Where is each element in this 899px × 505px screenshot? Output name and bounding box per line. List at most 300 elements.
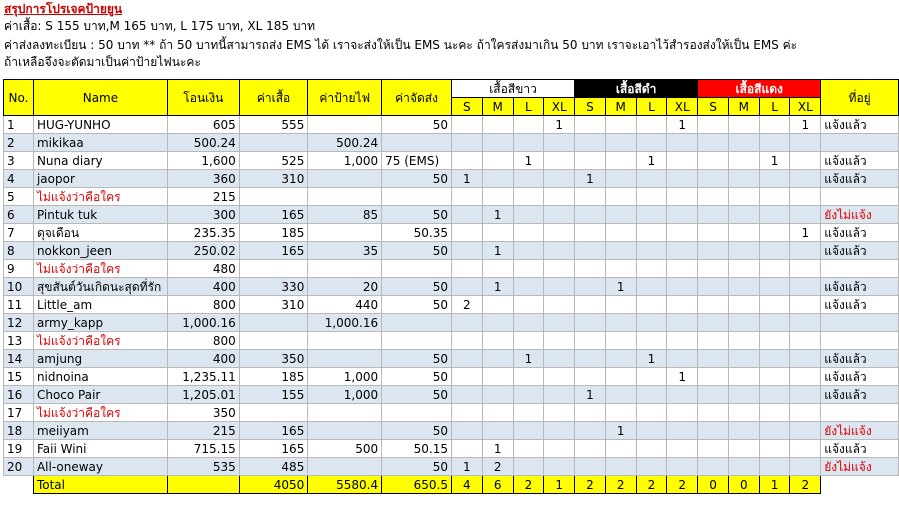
black-size-cell[interactable] xyxy=(575,368,606,386)
name-cell[interactable]: nidnoina xyxy=(33,368,167,386)
white-size-cell[interactable] xyxy=(513,134,544,152)
red-size-cell[interactable] xyxy=(790,404,821,422)
red-size-cell[interactable] xyxy=(698,422,729,440)
shipping-cell[interactable] xyxy=(382,260,452,278)
address-status-cell[interactable]: แจ้งแล้ว xyxy=(821,386,899,404)
red-size-cell[interactable] xyxy=(790,458,821,476)
address-status-cell[interactable]: ยังไม่แจ้ง xyxy=(821,206,899,224)
red-size-cell[interactable] xyxy=(790,350,821,368)
transfer-cell[interactable]: 400 xyxy=(167,350,239,368)
red-size-cell[interactable] xyxy=(759,170,790,188)
shirt-cost-cell[interactable]: 185 xyxy=(239,368,308,386)
white-size-cell[interactable] xyxy=(513,332,544,350)
white-size-cell[interactable] xyxy=(482,170,513,188)
shirt-cost-cell[interactable]: 165 xyxy=(239,422,308,440)
black-size-cell[interactable] xyxy=(605,152,636,170)
red-size-cell[interactable] xyxy=(790,134,821,152)
red-size-cell[interactable] xyxy=(698,152,729,170)
transfer-cell[interactable]: 480 xyxy=(167,260,239,278)
transfer-cell[interactable]: 350 xyxy=(167,404,239,422)
white-size-cell[interactable]: 1 xyxy=(451,170,482,188)
black-size-cell[interactable] xyxy=(575,422,606,440)
white-size-cell[interactable] xyxy=(513,170,544,188)
total-banner-cell[interactable]: 5580.4 xyxy=(308,476,382,494)
white-size-cell[interactable] xyxy=(482,314,513,332)
row-number-cell[interactable]: 2 xyxy=(4,134,34,152)
white-size-cell[interactable] xyxy=(544,350,575,368)
black-size-cell[interactable] xyxy=(667,134,698,152)
red-size-cell[interactable] xyxy=(759,260,790,278)
black-size-cell[interactable]: 1 xyxy=(636,350,667,368)
black-size-cell[interactable]: 1 xyxy=(667,116,698,134)
banner-cost-cell[interactable] xyxy=(308,422,382,440)
red-size-cell[interactable] xyxy=(759,458,790,476)
white-size-cell[interactable] xyxy=(451,386,482,404)
black-size-cell[interactable] xyxy=(667,422,698,440)
shipping-cell[interactable]: 50.35 xyxy=(382,224,452,242)
shirt-cost-cell[interactable] xyxy=(239,260,308,278)
white-size-cell[interactable] xyxy=(513,422,544,440)
white-size-cell[interactable] xyxy=(482,422,513,440)
black-size-cell[interactable] xyxy=(636,404,667,422)
shipping-cell[interactable]: 50 xyxy=(382,458,452,476)
total-black-size-cell[interactable]: 2 xyxy=(636,476,667,494)
white-size-cell[interactable] xyxy=(451,368,482,386)
banner-cost-cell[interactable] xyxy=(308,188,382,206)
red-size-cell[interactable] xyxy=(759,188,790,206)
name-cell[interactable]: ดุจเดือน xyxy=(33,224,167,242)
transfer-cell[interactable]: 1,000.16 xyxy=(167,314,239,332)
black-size-cell[interactable] xyxy=(636,332,667,350)
black-size-cell[interactable] xyxy=(575,152,606,170)
transfer-cell[interactable]: 300 xyxy=(167,206,239,224)
white-size-cell[interactable] xyxy=(513,404,544,422)
red-size-cell[interactable] xyxy=(759,242,790,260)
black-size-cell[interactable] xyxy=(636,296,667,314)
white-size-cell[interactable] xyxy=(482,224,513,242)
red-size-cell[interactable] xyxy=(698,242,729,260)
red-size-cell[interactable] xyxy=(728,368,759,386)
black-size-cell[interactable] xyxy=(605,260,636,278)
red-size-cell[interactable] xyxy=(759,314,790,332)
red-size-cell[interactable] xyxy=(790,242,821,260)
banner-cost-cell[interactable] xyxy=(308,224,382,242)
red-size-cell[interactable] xyxy=(759,368,790,386)
red-size-cell[interactable] xyxy=(790,296,821,314)
black-size-cell[interactable] xyxy=(575,188,606,206)
red-size-cell[interactable] xyxy=(790,440,821,458)
address-status-cell[interactable]: แจ้งแล้ว xyxy=(821,224,899,242)
name-cell[interactable]: ไม่แจ้งว่าคือใคร xyxy=(33,188,167,206)
red-size-cell[interactable] xyxy=(759,350,790,368)
total-white-size-cell[interactable]: 6 xyxy=(482,476,513,494)
black-size-cell[interactable] xyxy=(605,404,636,422)
shipping-cell[interactable] xyxy=(382,134,452,152)
total-black-size-cell[interactable]: 2 xyxy=(605,476,636,494)
white-size-cell[interactable] xyxy=(482,332,513,350)
black-size-cell[interactable] xyxy=(605,458,636,476)
white-size-cell[interactable] xyxy=(482,134,513,152)
red-size-cell[interactable] xyxy=(728,278,759,296)
white-size-cell[interactable] xyxy=(451,350,482,368)
black-size-cell[interactable] xyxy=(575,116,606,134)
white-size-cell[interactable] xyxy=(451,422,482,440)
black-size-cell[interactable] xyxy=(605,134,636,152)
shirt-cost-cell[interactable]: 165 xyxy=(239,242,308,260)
red-size-cell[interactable]: 1 xyxy=(790,224,821,242)
banner-cost-cell[interactable]: 440 xyxy=(308,296,382,314)
shirt-cost-cell[interactable]: 165 xyxy=(239,206,308,224)
white-size-cell[interactable]: 2 xyxy=(451,296,482,314)
address-status-cell[interactable] xyxy=(821,332,899,350)
white-size-cell[interactable] xyxy=(544,170,575,188)
white-size-cell[interactable] xyxy=(482,188,513,206)
banner-cost-cell[interactable] xyxy=(308,458,382,476)
address-status-cell[interactable]: แจ้งแล้ว xyxy=(821,440,899,458)
banner-cost-cell[interactable]: 1,000 xyxy=(308,368,382,386)
row-number-cell[interactable]: 14 xyxy=(4,350,34,368)
banner-cost-cell[interactable]: 1,000 xyxy=(308,386,382,404)
transfer-cell[interactable]: 1,600 xyxy=(167,152,239,170)
row-number-cell[interactable]: 11 xyxy=(4,296,34,314)
red-size-cell[interactable] xyxy=(698,332,729,350)
row-number-cell[interactable]: 20 xyxy=(4,458,34,476)
white-size-cell[interactable] xyxy=(513,314,544,332)
red-size-cell[interactable] xyxy=(698,368,729,386)
transfer-cell[interactable]: 535 xyxy=(167,458,239,476)
white-size-cell[interactable] xyxy=(513,242,544,260)
red-size-cell[interactable] xyxy=(728,404,759,422)
red-size-cell[interactable] xyxy=(698,458,729,476)
black-size-cell[interactable] xyxy=(605,206,636,224)
name-cell[interactable]: Nuna diary xyxy=(33,152,167,170)
white-size-cell[interactable] xyxy=(513,458,544,476)
shirt-cost-cell[interactable] xyxy=(239,314,308,332)
banner-cost-cell[interactable]: 20 xyxy=(308,278,382,296)
red-size-cell[interactable] xyxy=(759,404,790,422)
black-size-cell[interactable] xyxy=(667,386,698,404)
shipping-cell[interactable]: 50 xyxy=(382,422,452,440)
red-size-cell[interactable] xyxy=(728,242,759,260)
red-size-cell[interactable] xyxy=(759,386,790,404)
transfer-cell[interactable]: 1,235.11 xyxy=(167,368,239,386)
address-status-cell[interactable]: แจ้งแล้ว xyxy=(821,152,899,170)
row-number-cell[interactable]: 3 xyxy=(4,152,34,170)
row-number-cell[interactable]: 19 xyxy=(4,440,34,458)
white-size-cell[interactable]: 1 xyxy=(451,458,482,476)
transfer-cell[interactable]: 800 xyxy=(167,296,239,314)
white-size-cell[interactable]: 1 xyxy=(544,116,575,134)
red-size-cell[interactable] xyxy=(698,404,729,422)
banner-cost-cell[interactable] xyxy=(308,332,382,350)
black-size-cell[interactable] xyxy=(605,116,636,134)
black-size-cell[interactable] xyxy=(575,206,606,224)
white-size-cell[interactable] xyxy=(544,404,575,422)
black-size-cell[interactable] xyxy=(667,242,698,260)
red-size-cell[interactable] xyxy=(759,440,790,458)
red-size-cell[interactable] xyxy=(698,314,729,332)
red-size-cell[interactable] xyxy=(759,206,790,224)
white-size-cell[interactable] xyxy=(451,260,482,278)
total-red-size-cell[interactable]: 0 xyxy=(728,476,759,494)
black-size-cell[interactable] xyxy=(636,188,667,206)
name-cell[interactable]: สุขสันต์วันเกิดนะสุดที่รัก xyxy=(33,278,167,296)
white-size-cell[interactable]: 1 xyxy=(513,350,544,368)
row-number-cell[interactable]: 15 xyxy=(4,368,34,386)
red-size-cell[interactable] xyxy=(698,278,729,296)
name-cell[interactable]: ไม่แจ้งว่าคือใคร xyxy=(33,404,167,422)
address-status-cell[interactable]: ยังไม่แจ้ง xyxy=(821,422,899,440)
banner-cost-cell[interactable] xyxy=(308,260,382,278)
black-size-cell[interactable] xyxy=(575,404,606,422)
black-size-cell[interactable] xyxy=(636,260,667,278)
banner-cost-cell[interactable] xyxy=(308,170,382,188)
white-size-cell[interactable] xyxy=(451,242,482,260)
red-size-cell[interactable] xyxy=(698,170,729,188)
total-white-size-cell[interactable]: 1 xyxy=(544,476,575,494)
red-size-cell[interactable] xyxy=(728,314,759,332)
row-number-cell[interactable]: 6 xyxy=(4,206,34,224)
shirt-cost-cell[interactable]: 350 xyxy=(239,350,308,368)
red-size-cell[interactable] xyxy=(759,332,790,350)
white-size-cell[interactable] xyxy=(451,188,482,206)
shipping-cell[interactable]: 50 xyxy=(382,206,452,224)
name-cell[interactable]: Faii Wini xyxy=(33,440,167,458)
banner-cost-cell[interactable]: 500.24 xyxy=(308,134,382,152)
red-size-cell[interactable] xyxy=(790,278,821,296)
total-black-size-cell[interactable]: 2 xyxy=(575,476,606,494)
shipping-cell[interactable] xyxy=(382,314,452,332)
address-status-cell[interactable]: แจ้งแล้ว xyxy=(821,116,899,134)
red-size-cell[interactable] xyxy=(790,368,821,386)
white-size-cell[interactable] xyxy=(482,404,513,422)
white-size-cell[interactable] xyxy=(544,152,575,170)
black-size-cell[interactable]: 1 xyxy=(636,152,667,170)
shipping-cell[interactable] xyxy=(382,332,452,350)
red-size-cell[interactable] xyxy=(698,386,729,404)
row-number-cell[interactable]: 8 xyxy=(4,242,34,260)
banner-cost-cell[interactable]: 35 xyxy=(308,242,382,260)
red-size-cell[interactable] xyxy=(698,296,729,314)
white-size-cell[interactable] xyxy=(544,188,575,206)
black-size-cell[interactable] xyxy=(667,350,698,368)
white-size-cell[interactable] xyxy=(513,206,544,224)
black-size-cell[interactable] xyxy=(636,206,667,224)
black-size-cell[interactable] xyxy=(636,134,667,152)
black-size-cell[interactable] xyxy=(636,278,667,296)
white-size-cell[interactable] xyxy=(513,440,544,458)
red-size-cell[interactable] xyxy=(759,116,790,134)
shipping-cell[interactable]: 50 xyxy=(382,350,452,368)
row-number-cell[interactable]: 1 xyxy=(4,116,34,134)
white-size-cell[interactable] xyxy=(544,242,575,260)
name-cell[interactable]: All-oneway xyxy=(33,458,167,476)
black-size-cell[interactable] xyxy=(667,170,698,188)
address-status-cell[interactable] xyxy=(821,188,899,206)
white-size-cell[interactable] xyxy=(482,368,513,386)
white-size-cell[interactable] xyxy=(451,332,482,350)
row-number-cell[interactable]: 18 xyxy=(4,422,34,440)
black-size-cell[interactable] xyxy=(667,278,698,296)
shipping-cell[interactable] xyxy=(382,188,452,206)
row-number-cell[interactable]: 12 xyxy=(4,314,34,332)
red-size-cell[interactable] xyxy=(728,134,759,152)
shipping-cell[interactable] xyxy=(382,404,452,422)
black-size-cell[interactable] xyxy=(575,296,606,314)
black-size-cell[interactable] xyxy=(636,224,667,242)
black-size-cell[interactable] xyxy=(575,242,606,260)
black-size-cell[interactable] xyxy=(636,314,667,332)
shipping-cell[interactable]: 50 xyxy=(382,170,452,188)
shirt-cost-cell[interactable] xyxy=(239,404,308,422)
shipping-cell[interactable]: 50 xyxy=(382,368,452,386)
black-size-cell[interactable] xyxy=(575,440,606,458)
red-size-cell[interactable] xyxy=(728,440,759,458)
shipping-cell[interactable]: 50 xyxy=(382,386,452,404)
total-red-size-cell[interactable]: 0 xyxy=(698,476,729,494)
total-white-size-cell[interactable]: 4 xyxy=(451,476,482,494)
red-size-cell[interactable] xyxy=(790,188,821,206)
shipping-cell[interactable]: 50 xyxy=(382,242,452,260)
address-status-cell[interactable] xyxy=(821,134,899,152)
red-size-cell[interactable] xyxy=(728,350,759,368)
shirt-cost-cell[interactable]: 525 xyxy=(239,152,308,170)
black-size-cell[interactable] xyxy=(575,278,606,296)
black-size-cell[interactable] xyxy=(605,170,636,188)
name-cell[interactable]: mikikaa xyxy=(33,134,167,152)
white-size-cell[interactable]: 2 xyxy=(482,458,513,476)
shirt-cost-cell[interactable]: 185 xyxy=(239,224,308,242)
row-number-cell[interactable]: 7 xyxy=(4,224,34,242)
red-size-cell[interactable] xyxy=(790,386,821,404)
name-cell[interactable]: Pintuk tuk xyxy=(33,206,167,224)
total-red-size-cell[interactable]: 2 xyxy=(790,476,821,494)
white-size-cell[interactable] xyxy=(482,152,513,170)
black-size-cell[interactable] xyxy=(667,314,698,332)
red-size-cell[interactable] xyxy=(728,152,759,170)
black-size-cell[interactable] xyxy=(667,188,698,206)
address-status-cell[interactable]: แจ้งแล้ว xyxy=(821,242,899,260)
shipping-cell[interactable]: 50.15 xyxy=(382,440,452,458)
banner-cost-cell[interactable] xyxy=(308,350,382,368)
total-white-size-cell[interactable]: 2 xyxy=(513,476,544,494)
black-size-cell[interactable] xyxy=(605,350,636,368)
banner-cost-cell[interactable] xyxy=(308,116,382,134)
address-status-cell[interactable]: แจ้งแล้ว xyxy=(821,170,899,188)
name-cell[interactable]: Little_am xyxy=(33,296,167,314)
row-number-cell[interactable]: 9 xyxy=(4,260,34,278)
black-size-cell[interactable]: 1 xyxy=(667,368,698,386)
black-size-cell[interactable] xyxy=(667,404,698,422)
row-number-cell[interactable]: 13 xyxy=(4,332,34,350)
white-size-cell[interactable] xyxy=(544,422,575,440)
black-size-cell[interactable]: 1 xyxy=(605,278,636,296)
banner-cost-cell[interactable]: 1,000 xyxy=(308,152,382,170)
shipping-cell[interactable]: 50 xyxy=(382,296,452,314)
white-size-cell[interactable] xyxy=(482,386,513,404)
black-size-cell[interactable]: 1 xyxy=(605,422,636,440)
name-cell[interactable]: Choco Pair xyxy=(33,386,167,404)
transfer-cell[interactable]: 500.24 xyxy=(167,134,239,152)
red-size-cell[interactable]: 1 xyxy=(790,116,821,134)
total-label-cell[interactable]: Total xyxy=(33,476,167,494)
red-size-cell[interactable] xyxy=(728,458,759,476)
black-size-cell[interactable] xyxy=(636,422,667,440)
name-cell[interactable]: amjung xyxy=(33,350,167,368)
red-size-cell[interactable] xyxy=(698,440,729,458)
white-size-cell[interactable] xyxy=(451,404,482,422)
address-status-cell[interactable] xyxy=(821,404,899,422)
shirt-cost-cell[interactable]: 330 xyxy=(239,278,308,296)
white-size-cell[interactable] xyxy=(544,368,575,386)
shirt-cost-cell[interactable]: 555 xyxy=(239,116,308,134)
total-shipping-cell[interactable]: 650.5 xyxy=(382,476,452,494)
red-size-cell[interactable] xyxy=(790,260,821,278)
address-status-cell[interactable]: แจ้งแล้ว xyxy=(821,278,899,296)
black-size-cell[interactable] xyxy=(605,242,636,260)
red-size-cell[interactable] xyxy=(728,188,759,206)
red-size-cell[interactable] xyxy=(728,170,759,188)
total-black-size-cell[interactable]: 2 xyxy=(667,476,698,494)
black-size-cell[interactable] xyxy=(605,368,636,386)
white-size-cell[interactable] xyxy=(513,116,544,134)
red-size-cell[interactable] xyxy=(759,134,790,152)
white-size-cell[interactable] xyxy=(544,332,575,350)
total-shirt-cell[interactable]: 4050 xyxy=(239,476,308,494)
red-size-cell[interactable] xyxy=(698,206,729,224)
black-size-cell[interactable] xyxy=(605,440,636,458)
total-transfer-cell[interactable] xyxy=(167,476,239,494)
name-cell[interactable]: ไม่แจ้งว่าคือใคร xyxy=(33,260,167,278)
white-size-cell[interactable]: 1 xyxy=(482,278,513,296)
red-size-cell[interactable] xyxy=(728,332,759,350)
shirt-cost-cell[interactable]: 310 xyxy=(239,170,308,188)
row-number-cell[interactable]: 16 xyxy=(4,386,34,404)
black-size-cell[interactable] xyxy=(575,350,606,368)
address-status-cell[interactable] xyxy=(821,314,899,332)
red-size-cell[interactable] xyxy=(698,134,729,152)
white-size-cell[interactable] xyxy=(544,260,575,278)
white-size-cell[interactable] xyxy=(513,368,544,386)
black-size-cell[interactable]: 1 xyxy=(575,386,606,404)
red-size-cell[interactable] xyxy=(759,422,790,440)
white-size-cell[interactable] xyxy=(544,314,575,332)
red-size-cell[interactable] xyxy=(698,260,729,278)
white-size-cell[interactable] xyxy=(451,224,482,242)
address-status-cell[interactable]: แจ้งแล้ว xyxy=(821,368,899,386)
shirt-cost-cell[interactable] xyxy=(239,134,308,152)
transfer-cell[interactable]: 800 xyxy=(167,332,239,350)
red-size-cell[interactable] xyxy=(728,206,759,224)
white-size-cell[interactable] xyxy=(513,386,544,404)
black-size-cell[interactable] xyxy=(667,152,698,170)
white-size-cell[interactable] xyxy=(451,278,482,296)
address-status-cell[interactable] xyxy=(821,260,899,278)
white-size-cell[interactable] xyxy=(482,296,513,314)
red-size-cell[interactable] xyxy=(759,224,790,242)
white-size-cell[interactable] xyxy=(544,386,575,404)
red-size-cell[interactable] xyxy=(728,422,759,440)
white-size-cell[interactable] xyxy=(482,116,513,134)
black-size-cell[interactable] xyxy=(636,368,667,386)
white-size-cell[interactable] xyxy=(451,314,482,332)
white-size-cell[interactable] xyxy=(513,278,544,296)
banner-cost-cell[interactable] xyxy=(308,404,382,422)
red-size-cell[interactable] xyxy=(790,206,821,224)
red-size-cell[interactable] xyxy=(790,170,821,188)
black-size-cell[interactable] xyxy=(667,296,698,314)
black-size-cell[interactable] xyxy=(636,386,667,404)
